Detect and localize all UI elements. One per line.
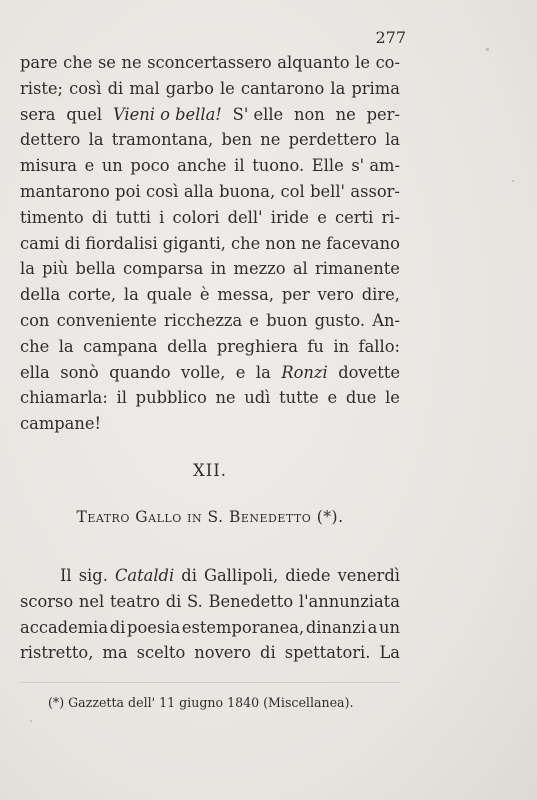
word: ne [215, 388, 236, 408]
paper-speck [30, 720, 32, 722]
word: dovette [338, 362, 400, 382]
word: s' am- [351, 156, 400, 176]
text-line [20, 231, 400, 257]
word: poco [130, 156, 170, 176]
word: ma [102, 643, 128, 663]
text-line [20, 127, 400, 153]
word: la [330, 78, 346, 98]
text-line [20, 102, 400, 128]
paragraph-2 [20, 562, 400, 665]
word: che [20, 336, 50, 356]
word: quale [146, 285, 193, 305]
word: rimanente [315, 259, 400, 279]
word: pare [20, 53, 58, 72]
word: campana [83, 336, 158, 356]
word: sig. [78, 566, 108, 585]
text-line [20, 614, 400, 640]
word: della [167, 336, 208, 356]
word: ne [121, 53, 142, 72]
word: garbo [165, 78, 214, 98]
word: e [317, 207, 327, 227]
word: bella [75, 259, 116, 279]
word: ella [20, 362, 50, 382]
word: timento [20, 207, 84, 227]
word: S. [187, 591, 203, 611]
word: la [88, 130, 104, 150]
word: alla [183, 181, 214, 201]
word: non [265, 233, 297, 253]
word: mantarono [20, 181, 110, 201]
word: dettero [20, 130, 81, 150]
word: tuono. [252, 156, 305, 176]
word: per- [366, 104, 400, 124]
word: per [281, 285, 310, 305]
word: di [64, 233, 81, 253]
section-number: XII. [192, 461, 228, 480]
word: misura [20, 156, 77, 176]
word: ne [335, 104, 356, 124]
word: mezzo [233, 259, 286, 279]
word: tutte [279, 388, 319, 408]
word: S' elle [232, 104, 284, 124]
paper-speck [512, 180, 514, 182]
word: fu [307, 336, 324, 356]
word: la [385, 130, 400, 150]
text-line [20, 153, 400, 179]
text-line [20, 50, 400, 76]
word: buon [266, 310, 308, 330]
word: campane! [20, 414, 102, 434]
text-line [20, 334, 400, 360]
word: corte, [68, 285, 117, 305]
paragraph-1 [20, 50, 400, 437]
word: teatro [109, 591, 160, 611]
word: scelto [136, 643, 186, 663]
italic-word: Cataldi [114, 566, 175, 585]
word: alquanto [277, 53, 350, 72]
word: ristretto, [20, 643, 94, 663]
word: la [255, 362, 271, 382]
text-line [20, 385, 400, 411]
text-line [20, 411, 400, 437]
word: fallo: [358, 336, 400, 356]
word: facevano [326, 233, 400, 253]
word: ricchezza [164, 310, 243, 330]
italic-word: Vieni o bella! [112, 104, 222, 124]
word: in [210, 259, 227, 279]
word: di [91, 207, 108, 227]
word: di [165, 591, 182, 611]
page-number: 277 [375, 28, 406, 47]
word: volle, [181, 362, 226, 382]
word: di [107, 78, 124, 98]
word: venerdì [337, 566, 400, 585]
word: estemporanea, [181, 617, 305, 637]
word: giganti, [162, 233, 226, 253]
word: è [199, 285, 210, 305]
word: comparsa [122, 259, 204, 279]
paper-speck [486, 48, 489, 51]
italic-word: Ronzi [281, 362, 328, 382]
word: e [84, 156, 95, 176]
word: dell' [227, 207, 263, 227]
word: di [109, 617, 126, 637]
word: buona, [219, 181, 276, 201]
word: le [385, 388, 400, 408]
word: Il [60, 566, 72, 585]
word: novero [194, 643, 252, 663]
word: e [327, 388, 338, 408]
text-line [20, 360, 400, 386]
word: la [123, 285, 139, 305]
word: sconcertassero [147, 53, 272, 72]
word: la [58, 336, 74, 356]
text-line [20, 639, 400, 665]
word: un [379, 617, 400, 637]
text-line [20, 282, 400, 308]
word: La [379, 643, 400, 663]
text-line [20, 588, 400, 614]
word: preghiera [216, 336, 298, 356]
word: col [280, 181, 305, 201]
word: le [355, 53, 370, 72]
word: le [219, 78, 235, 98]
word: iride [270, 207, 310, 227]
word: scorso [20, 591, 74, 611]
word: se [97, 53, 116, 72]
word: pubblico [135, 388, 207, 408]
word: bell' [310, 181, 346, 201]
text-line [20, 179, 400, 205]
word: perdettero [288, 130, 377, 150]
word: anche [177, 156, 227, 176]
word: quel [66, 104, 103, 124]
word: poesia [127, 617, 181, 637]
text-line [20, 256, 400, 282]
word: sonò [60, 362, 99, 382]
word: An- [372, 310, 400, 330]
text-line [20, 76, 400, 102]
word: con [20, 310, 50, 330]
word: Benedetto [208, 591, 294, 611]
word: di [181, 566, 197, 585]
word: più [42, 259, 69, 279]
word: tutti [115, 207, 151, 227]
word: così [145, 181, 179, 201]
word: non [294, 104, 325, 124]
word: cantarono [240, 78, 325, 98]
word: messa, [217, 285, 275, 305]
word: l'annunziata [298, 591, 400, 611]
word: i [159, 207, 165, 227]
word: ne [260, 130, 281, 150]
word: spettatori. [284, 643, 371, 663]
word: accademia [20, 617, 109, 637]
word: la [20, 259, 35, 279]
word: vero [317, 285, 354, 305]
word: a [367, 617, 378, 637]
word: il [234, 156, 245, 176]
word: gusto. [314, 310, 366, 330]
word: di [260, 643, 276, 663]
footnote: (*) Gazzetta dell' 11 giugno 1840 (Miscellanea). [48, 695, 354, 710]
word: co- [375, 53, 400, 72]
word: diede [285, 566, 331, 585]
word: chiamarla: [20, 388, 108, 408]
footnote-separator [20, 682, 400, 683]
word: il [116, 388, 127, 408]
word: ri- [381, 207, 400, 227]
word: che [230, 233, 261, 253]
word: in [333, 336, 350, 356]
word: prima [351, 78, 400, 98]
word: conveniente [56, 310, 157, 330]
word: un [101, 156, 123, 176]
word: della [20, 285, 61, 305]
text-line [20, 308, 400, 334]
word: assor- [350, 181, 400, 201]
word: ben [221, 130, 252, 150]
word: sera [20, 104, 56, 124]
word: tramontana, [111, 130, 214, 150]
word: nel [78, 591, 105, 611]
word: e [235, 362, 246, 382]
word: colori [172, 207, 220, 227]
text-line [20, 205, 400, 231]
word: Gallipoli, [203, 566, 279, 585]
word: poi [115, 181, 141, 201]
word: che [63, 53, 93, 72]
word: al [292, 259, 308, 279]
word: riste; [20, 78, 64, 98]
text-line [20, 562, 400, 588]
word: quando [109, 362, 171, 382]
word: dire, [361, 285, 400, 305]
word: udì [244, 388, 271, 408]
word: fiordalisi [85, 233, 158, 253]
word: cami [20, 233, 60, 253]
word: e [249, 310, 260, 330]
word: certi [335, 207, 374, 227]
word: ne [301, 233, 322, 253]
section-title: Teatro Gallo in S. Benedetto (*). [76, 508, 344, 526]
word: due [345, 388, 377, 408]
word: mal [129, 78, 160, 98]
word: così [69, 78, 102, 98]
word: Elle [311, 156, 344, 176]
word: dinanzi [305, 617, 366, 637]
